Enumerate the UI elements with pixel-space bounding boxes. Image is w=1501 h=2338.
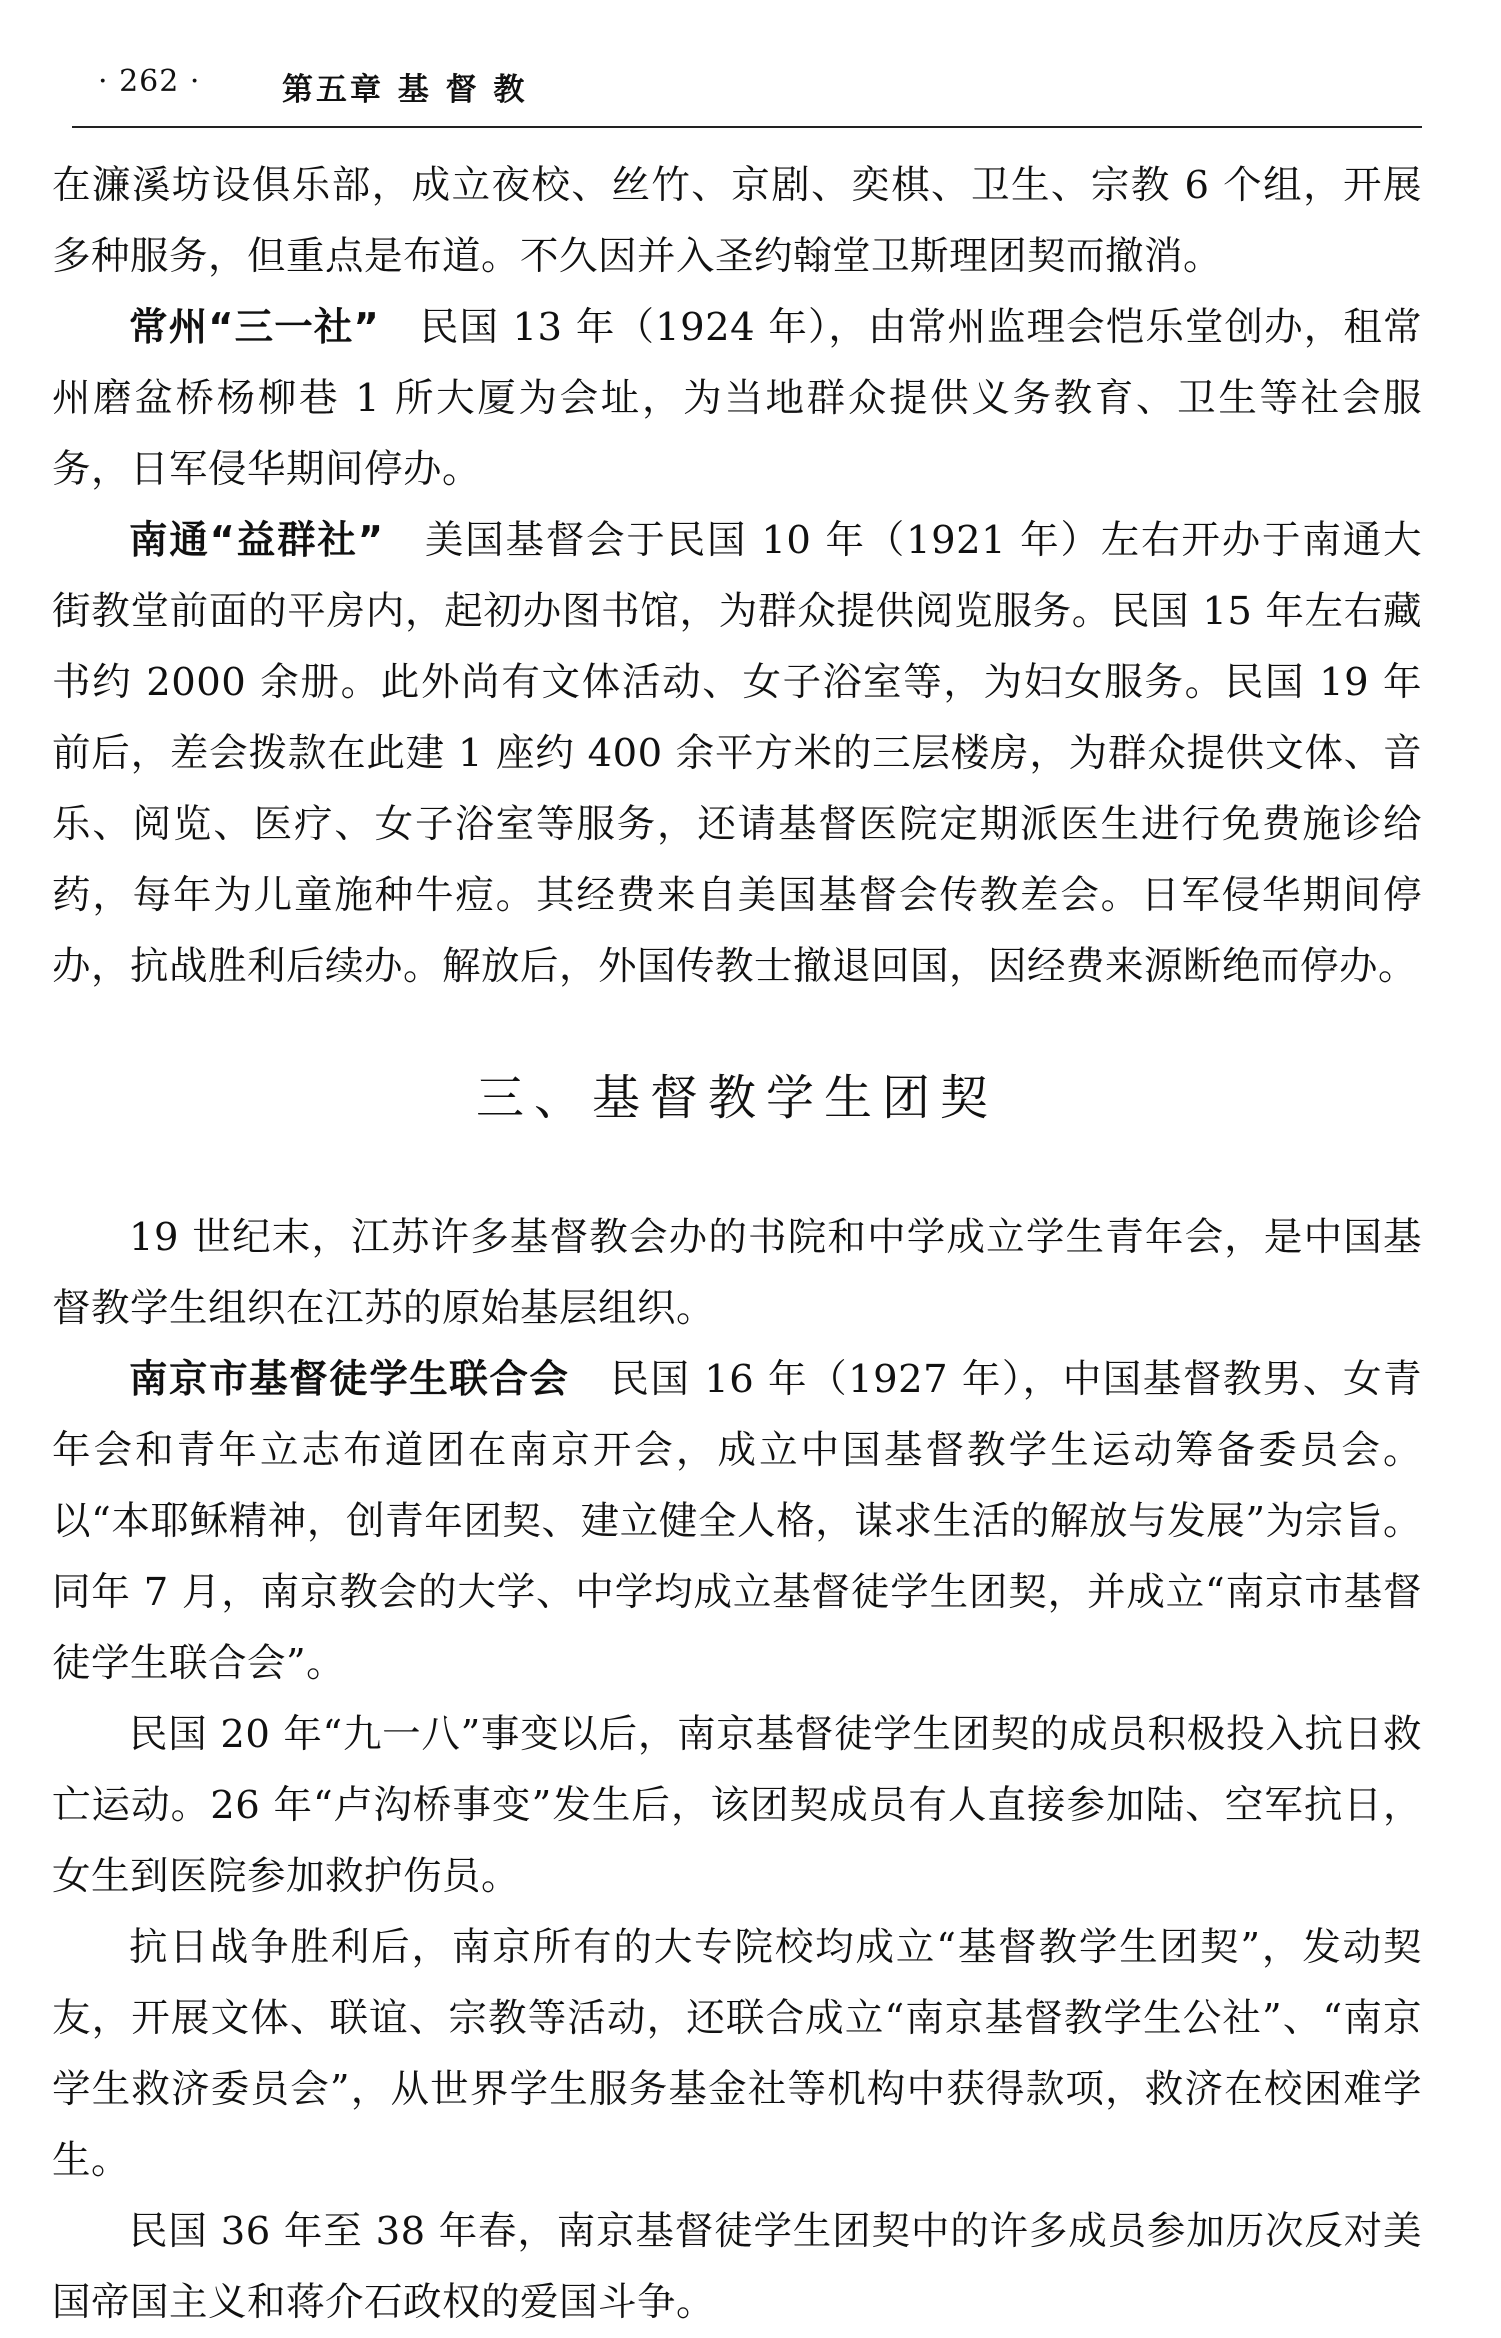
running-header (72, 62, 1422, 128)
paragraph-continued: 在濂溪坊设俱乐部，成立夜校、丝竹、京剧、奕棋、卫生、宗教 6 个组，开展多种服务，但重点是布道。不久因并入圣约翰堂卫斯理团契而撤消。 (52, 163, 1422, 279)
paragraph-918: 民国 20 年“九一八”事变以后，南京基督徒学生团契的成员积极投入抗日救亡运动。26 年“卢沟桥事变”发生后，该团契成员有人直接参加陆、空军抗日，女生到医院参加救护伤员。 (52, 1712, 1422, 1899)
paragraph-changzhou-sanyishe (52, 292, 1422, 505)
paragraph-nantong-yiqunshe (52, 505, 1422, 1002)
paragraph-1947-1949: 民国 36 年至 38 年春，南京基督徒学生团契中的许多成员参加历次反对美国帝国主义和蒋介石政权的爱国斗争。 (52, 2209, 1422, 2325)
paragraph-nanjing-union (52, 1344, 1422, 1699)
entry-term-changzhou: 常州“三一社” (129, 305, 380, 350)
paragraph-postwar: 抗日战争胜利后，南京所有的大专院校均成立“基督教学生团契”，发动契友，开展文体、联谊、宗教等活动，还联合成立“南京基督教学生公社”、“南京学生救济委员会”，从世界学生服务基金社等机构中获得款项，救济在校困难学生。 (52, 1925, 1422, 2183)
chapter-title: 第五章 基 督 教 (282, 72, 528, 108)
entry-text-nantong: 美国基督会于民国 10 年（1921 年）左右开办于南通大街教堂前面的平房内，起初办图书馆，为群众提供阅览服务。民国 15 年左右藏书约 2000 余册。此外尚有文体活动、女子浴室等，为妇女服务。民国 19 年前后，差会拨款在此建 1 座约 400 余平方米的三层楼房，为群众提供文体、音乐、阅览、医疗、女子浴室等服务，还请基督医院定期派医生进行免费施诊给药，每年为儿童施种牛痘。其经费来自美国基督会传教差会。日军侵华期间停办，抗战胜利后续办。解放后，外国传教士撤退回国，因经费来源断绝而停办。 (52, 518, 1422, 989)
entry-term-nanjing: 南京市基督徒学生联合会 (129, 1357, 570, 1402)
page-body (52, 150, 1422, 2338)
paragraph-intro: 19 世纪末，江苏许多基督教会办的书院和中学成立学生青年会，是中国基督教学生组织在江苏的原始基层组织。 (52, 1215, 1422, 1331)
entry-text-changzhou: 民国 13 年（1924 年），由常州监理会恺乐堂创办，租常州磨盆桥杨柳巷 1 所大厦为会址，为当地群众提供义务教育、卫生等社会服务，日军侵华期间停办。 (52, 305, 1423, 492)
section-heading: 三、基督教学生团契 (475, 1070, 998, 1126)
entry-term-nantong: 南通“益群社” (129, 518, 384, 563)
page-number: · 262 · (98, 64, 201, 99)
entry-text-nanjing: 民国 16 年（1927 年），中国基督教男、女青年会和青年立志布道团在南京开会，成立中国基督教学生运动筹备委员会。以“本耶稣精神，创青年团契、建立健全人格，谋求生活的解放与发展”为宗旨。同年 7 月，南京教会的大学、中学均成立基督徒学生团契，并成立“南京市基督徒学生联合会”。 (52, 1357, 1422, 1686)
